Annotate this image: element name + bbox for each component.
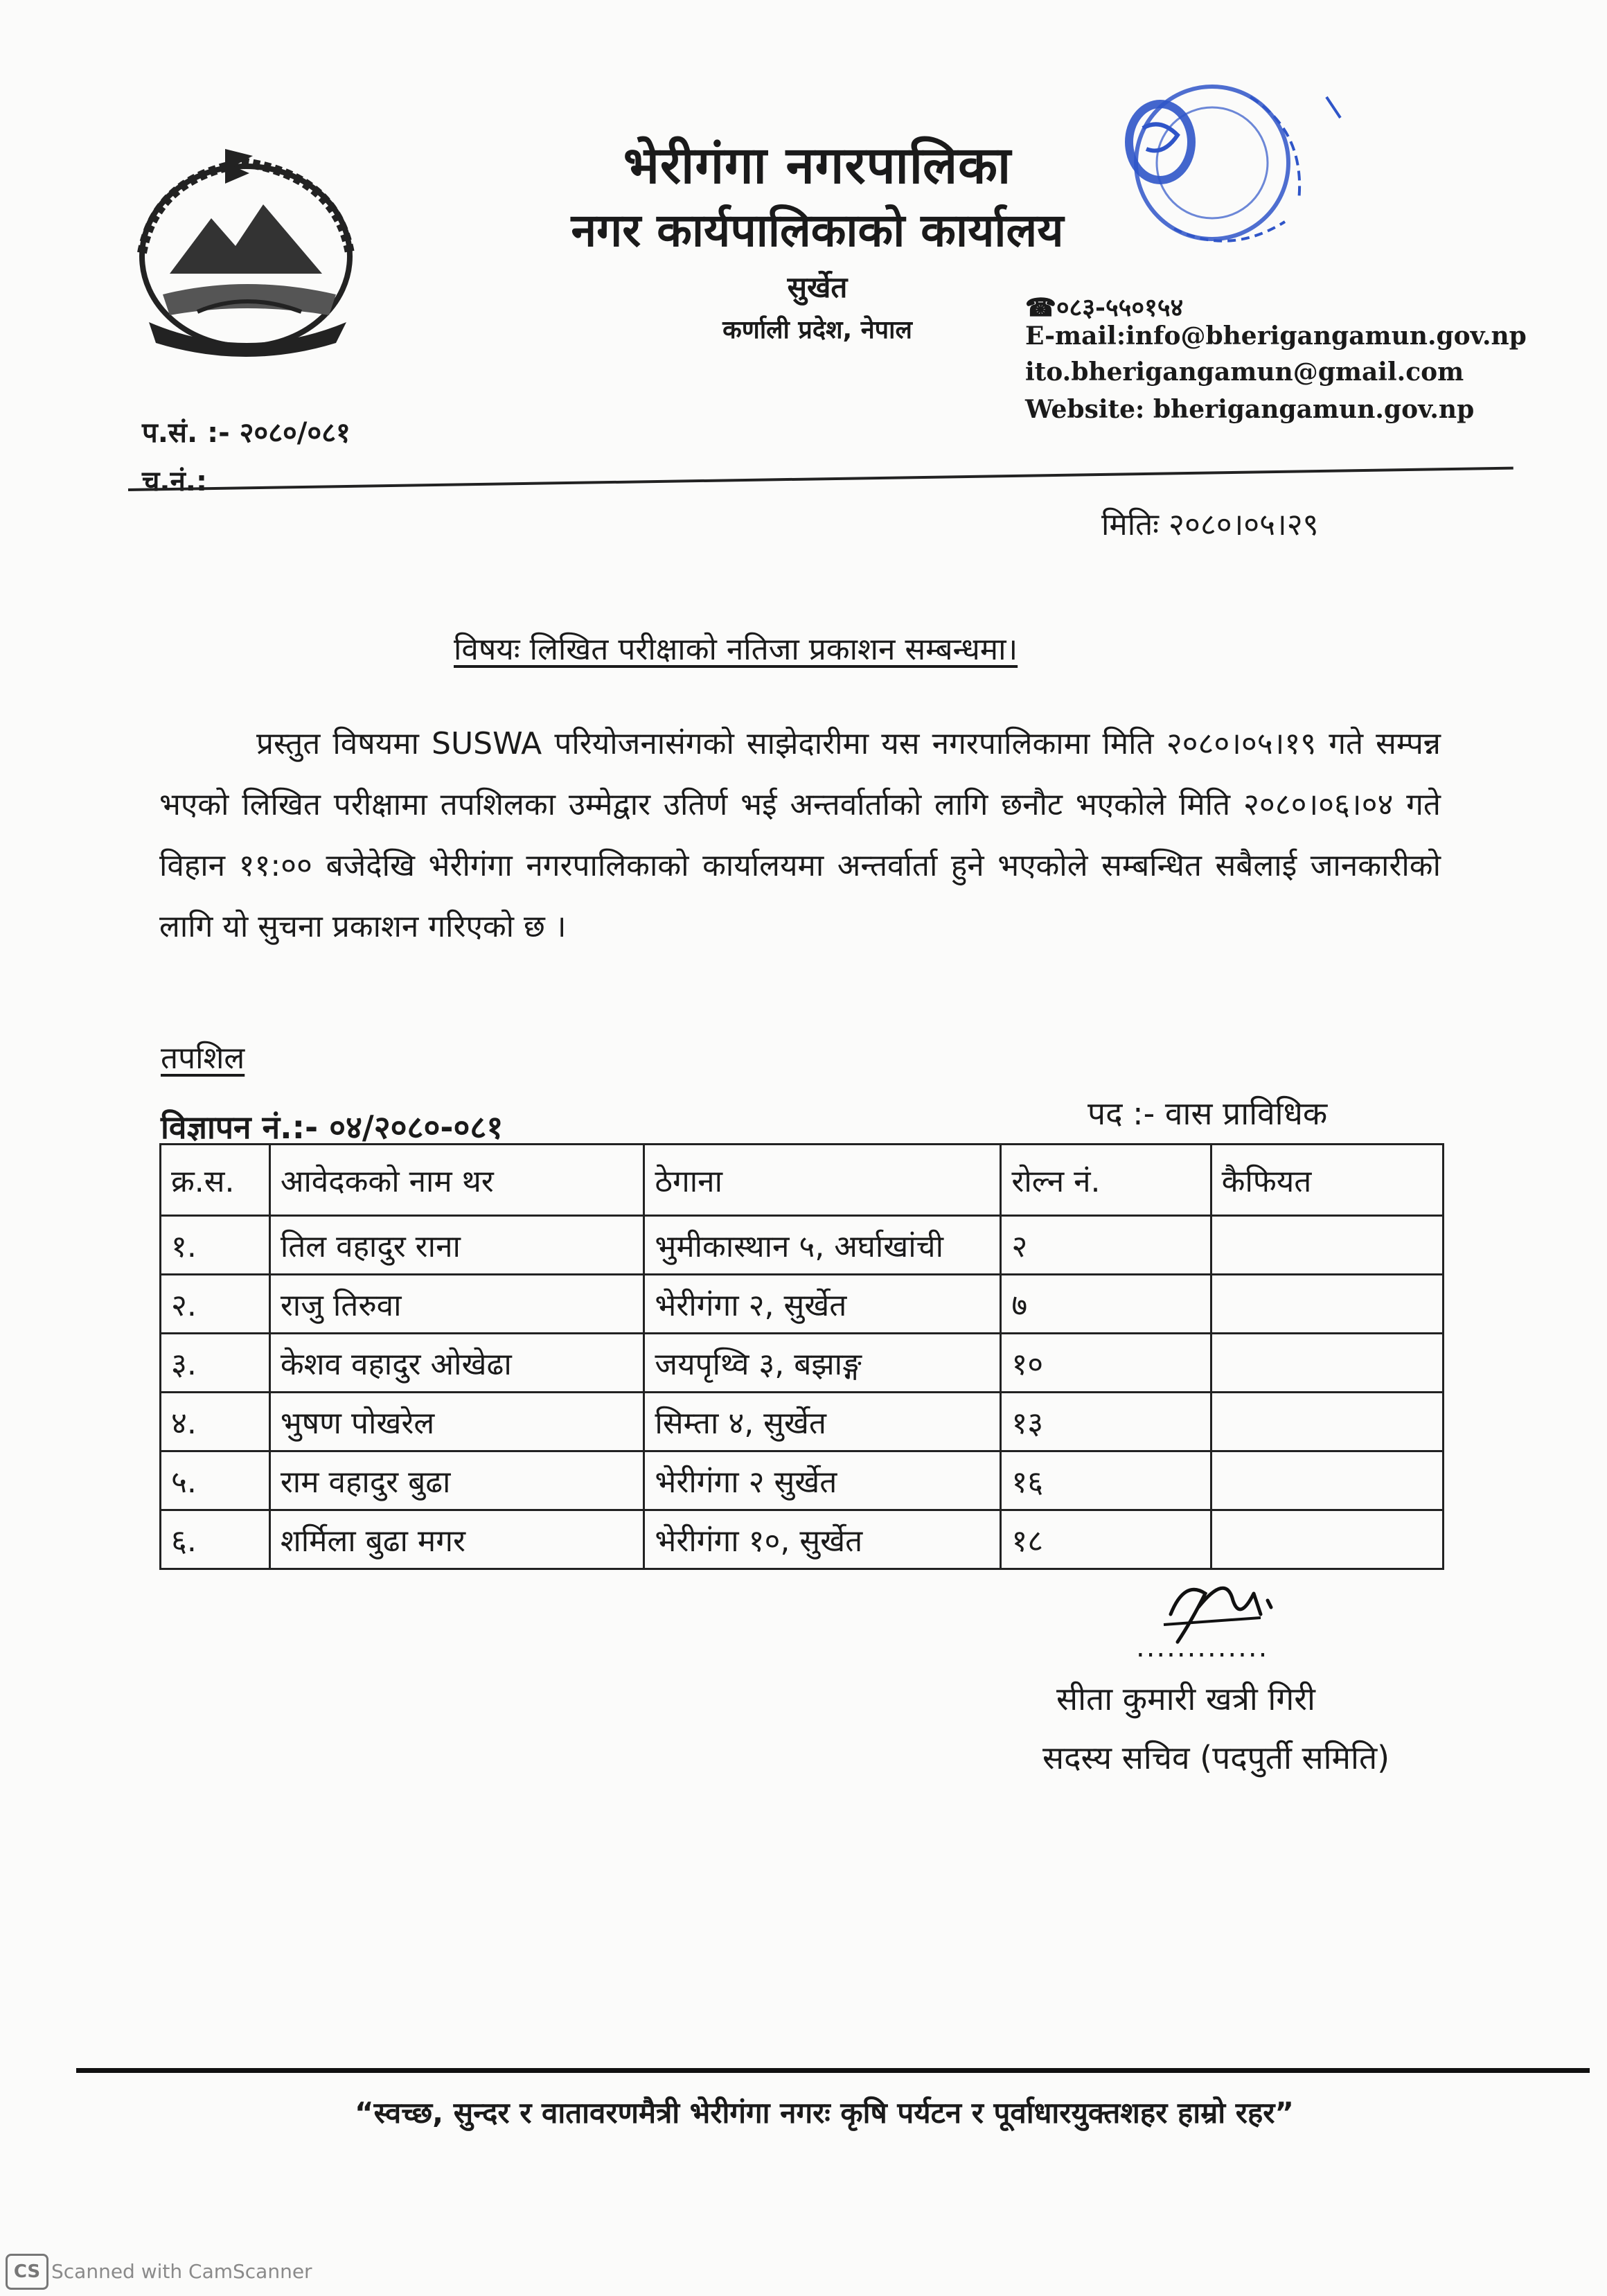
letter-date: मितिः २०८०।०५।२९ bbox=[1101, 507, 1319, 542]
email-secondary: ito.bherigangamun@gmail.com bbox=[1025, 357, 1464, 387]
cell-roll-no: १३ bbox=[1001, 1393, 1211, 1451]
cell-remarks bbox=[1211, 1216, 1443, 1275]
cell-remarks bbox=[1211, 1275, 1443, 1334]
cell-serial: २. bbox=[161, 1275, 270, 1334]
cell-roll-no: १८ bbox=[1001, 1510, 1211, 1569]
header-address: ठेगाना bbox=[644, 1145, 1001, 1216]
cell-name: राजु तिरुवा bbox=[269, 1275, 644, 1334]
table-row bbox=[161, 1216, 1444, 1275]
header-remarks: कैफियत bbox=[1211, 1145, 1443, 1216]
cell-address: भेरीगंगा १०, सुर्खेत bbox=[644, 1510, 1001, 1569]
cell-roll-no: २ bbox=[1001, 1216, 1211, 1275]
cell-remarks bbox=[1211, 1393, 1443, 1451]
dispatch-number: च.नं.: bbox=[142, 466, 207, 497]
phone-number: ☎०८३-५५०१५४ bbox=[1025, 293, 1184, 322]
letter-subject: विषयः लिखित परीक्षाको नतिजा प्रकाशन सम्बन्धमा। bbox=[454, 632, 1018, 667]
cell-name: केशव वहादुर ओखेढा bbox=[269, 1334, 644, 1393]
cell-address: भेरीगंगा २ सुर्खेत bbox=[644, 1451, 1001, 1510]
cell-address: भुमीकास्थान ५, अर्घाखांची bbox=[644, 1216, 1001, 1275]
footer-motto: “स्वच्छ, सुन्दर र वातावरणमैत्री भेरीगंगा नगरः कृषि पर्यटन र पूर्वाधारयुक्तशहर हाम्रो रहर” bbox=[354, 2096, 1295, 2130]
cell-serial: ३. bbox=[161, 1334, 270, 1393]
header-serial: क्र.स. bbox=[161, 1145, 270, 1216]
table-row bbox=[161, 1393, 1444, 1451]
table-row bbox=[161, 1334, 1444, 1393]
cell-serial: १. bbox=[161, 1216, 270, 1275]
cell-roll-no: १० bbox=[1001, 1334, 1211, 1393]
district: सुर्खेत bbox=[787, 270, 848, 304]
candidates-table bbox=[159, 1143, 1444, 1570]
table-header-row bbox=[161, 1145, 1444, 1216]
table-row bbox=[161, 1510, 1444, 1569]
signature-line: ............. bbox=[1136, 1632, 1269, 1663]
footer-divider bbox=[76, 2068, 1590, 2073]
cell-roll-no: १६ bbox=[1001, 1451, 1211, 1510]
cell-remarks bbox=[1211, 1451, 1443, 1510]
cell-name: तिल वहादुर राना bbox=[269, 1216, 644, 1275]
header-roll-no: रोल्न नं. bbox=[1001, 1145, 1211, 1216]
cell-address: जयपृथ्वि ३, बझाङ्ग bbox=[644, 1334, 1001, 1393]
office-name: नगर कार्यपालिकाको कार्यालय bbox=[571, 204, 1064, 257]
cell-serial: ६. bbox=[161, 1510, 270, 1569]
signatory-title: सदस्य सचिव (पदपुर्ती समिति) bbox=[1042, 1739, 1390, 1776]
cell-name: भुषण पोखरेल bbox=[269, 1393, 644, 1451]
scanner-watermark: Scanned with CamScanner bbox=[51, 2260, 312, 2283]
camscanner-logo-icon: CS bbox=[6, 2254, 48, 2290]
header-divider bbox=[128, 467, 1513, 491]
reference-number: प.सं. :- २०८०/०८१ bbox=[142, 417, 350, 449]
cell-name: शर्मिला बुढा मगर bbox=[269, 1510, 644, 1569]
cell-remarks bbox=[1211, 1510, 1443, 1569]
office-stamp-icon bbox=[1077, 69, 1368, 298]
nepal-emblem-icon bbox=[114, 135, 378, 367]
schedule-label: तपशिल bbox=[161, 1041, 245, 1076]
cell-serial: ४. bbox=[161, 1393, 270, 1451]
table-row bbox=[161, 1451, 1444, 1510]
cell-serial: ५. bbox=[161, 1451, 270, 1510]
advertisement-number: विज्ञापन नं.:- ०४/२०८०-०८१ bbox=[161, 1109, 504, 1146]
org-name: भेरीगंगा नगरपालिका bbox=[623, 136, 1012, 195]
cell-address: भेरीगंगा २, सुर्खेत bbox=[644, 1275, 1001, 1334]
cell-remarks bbox=[1211, 1334, 1443, 1393]
website: Website: bherigangamun.gov.np bbox=[1025, 395, 1475, 424]
signatory-name: सीता कुमारी खत्री गिरी bbox=[1056, 1680, 1315, 1717]
cell-name: राम वहादुर बुढा bbox=[269, 1451, 644, 1510]
letter-body: प्रस्तुत विषयमा SUSWA परियोजनासंगको साझेदारीमा यस नगरपालिकामा मिति २०८०।०५।१९ गते सम्पन्न भएको लिखित परीक्षामा तपशिलका उम्मेद्वार उतिर्ण भई अन्तर्वार्ताको लागि छनौट भएकोले मिति २०८०।०६।०४ गते विहान ११:०० बजेदेखि भेरीगंगा नगरपालिकाको कार्यालयमा अन्तर्वार्ता हुने भएकोले सम्बन्धित सबैलाई जानकारीको लागि यो सुचना प्रकाशन गरिएको छ । bbox=[159, 726, 1441, 944]
post-title: पद :- वास प्राविधिक bbox=[1087, 1095, 1328, 1132]
cell-address: सिम्ता ४, सुर्खेत bbox=[644, 1393, 1001, 1451]
header-name: आवेदकको नाम थर bbox=[269, 1145, 644, 1216]
table-row bbox=[161, 1275, 1444, 1334]
province: कर्णाली प्रदेश, नेपाल bbox=[722, 316, 912, 344]
email-primary: E-mail:info@bherigangamun.gov.np bbox=[1025, 321, 1527, 351]
cell-roll-no: ७ bbox=[1001, 1275, 1211, 1334]
